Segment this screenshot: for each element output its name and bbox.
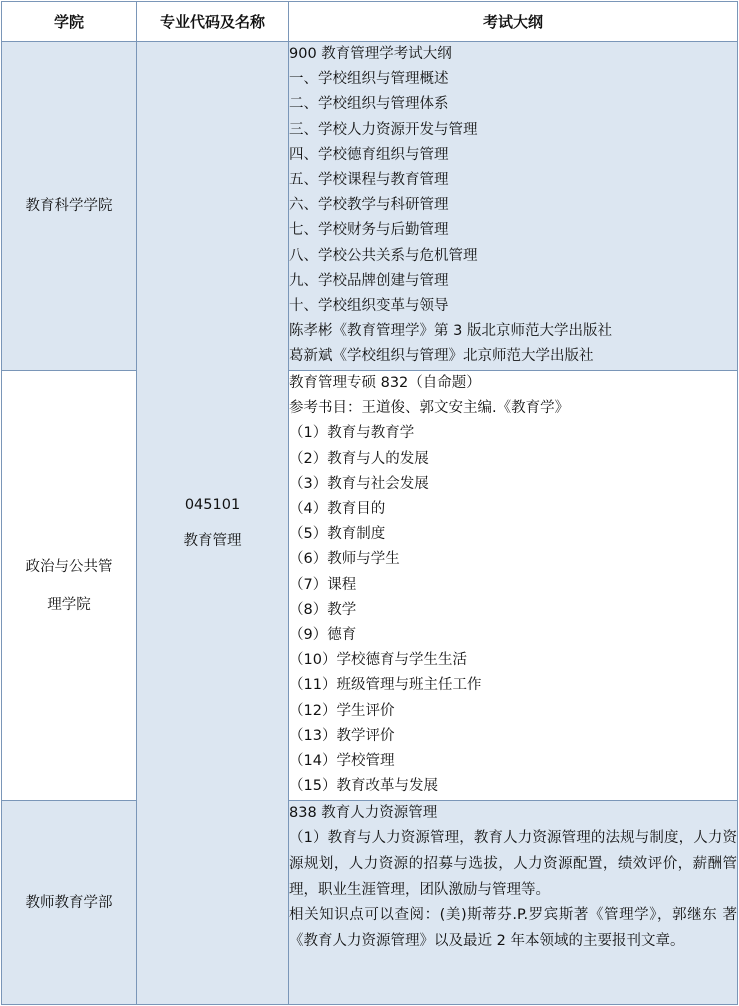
- syllabus-line: 九、学校品牌创建与管理: [289, 272, 449, 289]
- syllabus-line: 五、学校课程与教育管理: [289, 172, 449, 189]
- syllabus-line: 四、学校德育组织与管理: [289, 146, 449, 163]
- school-name: 教师教育学部: [25, 894, 113, 911]
- syllabus-cell: [289, 371, 738, 801]
- syllabus-line: （2）教育与人的发展: [289, 450, 429, 467]
- syllabus-line: 十、学校组织变革与领导: [289, 298, 449, 315]
- syllabus-line: （4）教育目的: [289, 501, 386, 518]
- school-name-line: 政治与公共管: [25, 558, 113, 575]
- header-syllabus: 考试大纲: [289, 2, 738, 42]
- syllabus-line: 八、学校公共关系与危机管理: [289, 247, 478, 264]
- syllabus-line: 参考书目：王道俊、郭文安主编.《教育学》: [289, 400, 570, 417]
- school-cell: [2, 371, 137, 801]
- syllabus-line: （7）课程: [289, 576, 357, 593]
- syllabus-cell: [289, 42, 738, 371]
- table-row: [2, 371, 738, 801]
- header-school: 学院: [2, 2, 137, 42]
- syllabus-paragraph: （1）教育与人力资源管理，教育人力资源管理的法规与制度，人力资源规划，人力资源的招募与选拔，人力资源配置，绩效评价，薪酬管理，职业生涯管理，团队激励与管理等。: [289, 830, 737, 898]
- syllabus-line: （3）教育与社会发展: [289, 475, 429, 492]
- syllabus-line: 二、学校组织与管理体系: [289, 96, 449, 113]
- syllabus-line: （15）教育改革与发展: [289, 778, 438, 795]
- syllabus-line: （10）学校德育与学生生活: [289, 652, 467, 669]
- syllabus-line: 一、学校组织与管理概述: [289, 71, 449, 88]
- syllabus-line: （8）教学: [289, 601, 357, 618]
- major-cell: [137, 42, 289, 1005]
- syllabus-line: 838 教育人力资源管理: [289, 805, 438, 821]
- syllabus-line: 三、学校人力资源开发与管理: [289, 121, 478, 138]
- school-name: 教育科学学院: [25, 198, 113, 214]
- table-row: [2, 801, 738, 1005]
- syllabus-line: 七、学校财务与后勤管理: [289, 222, 449, 239]
- syllabus-table: [1, 1, 738, 1005]
- school-cell: [2, 42, 137, 371]
- major-name: 教育管理: [183, 533, 242, 549]
- reference-paragraph: 相关知识点可以查阅：(美)斯蒂芬.P.罗宾斯著《管理学》，郭继东 著《教育人力资源管理》以及最近 2 年本领域的主要报刊文章。: [289, 907, 737, 950]
- syllabus-line: （14）学校管理: [289, 753, 395, 770]
- syllabus-cell: [289, 801, 738, 1005]
- syllabus-line: 900 教育管理学考试大纲: [289, 46, 452, 62]
- syllabus-line: （12）学生评价: [289, 702, 395, 719]
- header-major: 专业代码及名称: [137, 2, 289, 42]
- syllabus-line: 教育管理专硕 832（自命题）: [289, 375, 481, 391]
- reference-book: 葛新斌《学校组织与管理》北京师范大学出版社: [289, 348, 594, 365]
- syllabus-line: （13）教学评价: [289, 727, 395, 744]
- syllabus-line: （1）教育与教育学: [289, 425, 415, 442]
- header-row: [2, 2, 738, 42]
- school-name-line: 理学院: [47, 596, 91, 613]
- syllabus-line: （6）教师与学生: [289, 551, 400, 568]
- syllabus-line: （11）班级管理与班主任工作: [289, 677, 482, 694]
- table-row: [2, 42, 738, 371]
- syllabus-line: 六、学校教学与科研管理: [289, 197, 449, 214]
- syllabus-line: （9）德育: [289, 627, 357, 644]
- syllabus-line: （5）教育制度: [289, 526, 386, 543]
- school-cell: [2, 801, 137, 1005]
- major-code: 045101: [184, 497, 241, 513]
- reference-book: 陈孝彬《教育管理学》第 3 版北京师范大学出版社: [289, 323, 612, 340]
